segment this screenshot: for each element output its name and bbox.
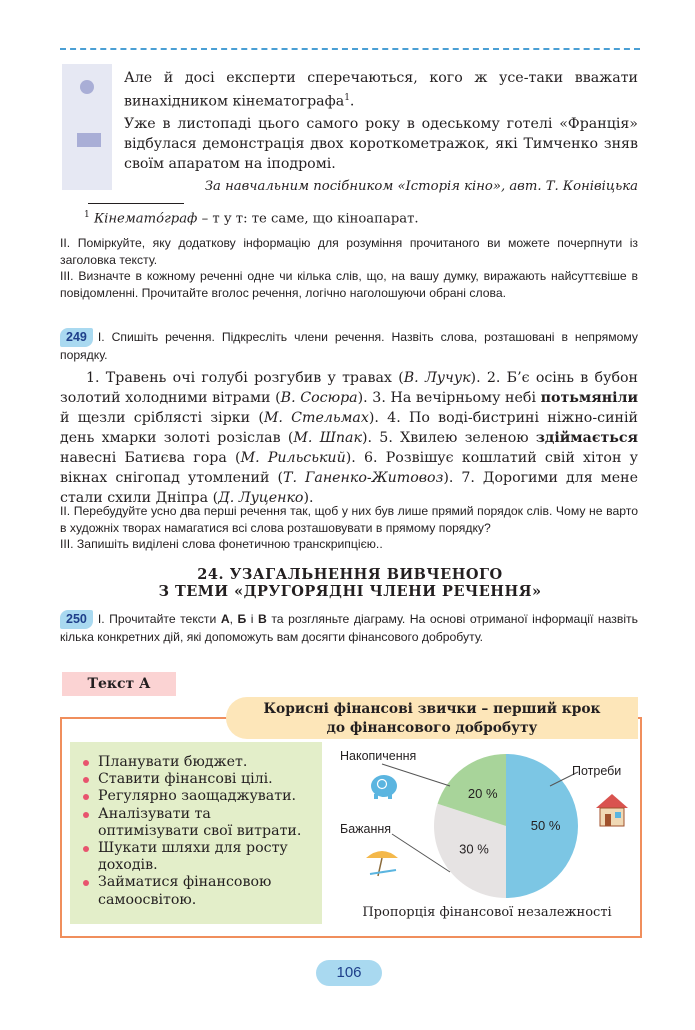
chart-label-needs: Потреби xyxy=(572,764,622,778)
chart-label-wants: Бажання xyxy=(340,822,392,836)
exercise-249-task-2: II. Перебудуйте усно два перші речення так, щоб у них був лише прямий порядок слів. Чому не варто в художніх творах намагатися всі слова розташовувати в прямому порядку? xyxy=(60,504,638,535)
exercise-249-task xyxy=(60,328,638,363)
exercise-249-instruction: I. Спишіть речення. Підкресліть члени речення. Назвіть слова, розташовані в непрямому порядку. xyxy=(60,330,638,362)
pie-value-label: 30 % xyxy=(459,841,489,857)
list-item: Ставити фінансові цілі. xyxy=(80,771,314,788)
list-item: Займатися фінансовою самоосвітою. xyxy=(80,874,314,908)
pie-value-label: 20 % xyxy=(467,785,498,801)
intro-text-1: Але й досі експерти сперечаються, кого ж усе-таки вважати винахідником кінематографа xyxy=(124,70,638,110)
beach-umbrella-icon xyxy=(366,851,398,876)
footnote-rule xyxy=(88,203,184,204)
page-number: 106 xyxy=(316,960,382,986)
author: М. Шпак xyxy=(293,430,362,446)
task-2: II. Поміркуйте, яку додаткову інформацію для розуміння прочитаного ви можете почерпнути із заголовка тексту. xyxy=(60,236,638,267)
footnote xyxy=(84,205,644,229)
list-item: Регулярно заощаджувати. xyxy=(80,788,314,805)
section-heading-line-2: З ТЕМИ «ДРУГОРЯДНІ ЧЛЕНИ РЕЧЕННЯ» xyxy=(158,583,542,600)
rectangle-marker-icon xyxy=(77,133,101,147)
exercise-249-task-3: III. Запишіть виділені слова фонетичною транскрипцією.. xyxy=(60,537,383,551)
footnote-label: – т у т: xyxy=(197,211,248,227)
text-a-label: Текст А xyxy=(62,672,176,696)
house-icon xyxy=(596,794,628,826)
intro-end-punct: . xyxy=(349,93,355,110)
author: Т. Ганенко-Житовоз xyxy=(282,470,444,486)
highlighted-word: потьмяніли xyxy=(540,390,638,406)
source-citation: За навчальним посібником «Історія кіно», авт. Т. Конівіцька xyxy=(204,179,638,194)
section-heading-line-1: 24. УЗАГАЛЬНЕННЯ ВИВЧЕНОГО xyxy=(197,566,503,583)
exercise-number-badge: 250 xyxy=(60,610,93,629)
footnote-text: те саме, що кіноапарат. xyxy=(247,211,419,227)
section-heading xyxy=(60,566,640,600)
infographic-banner xyxy=(226,697,638,739)
exercise-number-badge: 249 xyxy=(60,328,93,347)
author: Д. Луценко xyxy=(218,490,304,506)
intro-paragraph-1 xyxy=(124,68,638,112)
footnote-ref: 1 xyxy=(344,93,350,103)
banner-line-2: до фінансового добробуту xyxy=(326,720,538,736)
author: В. Лучук xyxy=(403,370,471,386)
chart-title: Пропорція фінансової незалежності xyxy=(362,905,612,920)
exercise-249-sentences: 1. Травень очі голубі розгубив у травах (В. Лучук). 2. Б’є осінь в бубон золотий холодними вітрами (В. Сосюра). 3. На вечірньому небі потьмяніли й щезли сріблясті зірки (М. Стельмах). 4. По воді-бистрині ніжно-синій день хмарки золоті розіслав (М. Шпак). 5. Хвилею зеленою здіймається навесні Батиєва гора (М. Рильський). 6. Розвішує кошлатий свій хітон у вікнах снігопад утомлений (Т. Ганенко-Житовоз). 7. Дорогими для мене стали схили Дніпра (Д. Луценко). xyxy=(60,370,639,506)
list-item: Шукати шляхи для росту доходів. xyxy=(80,840,314,874)
list-item: Планувати бюджет. xyxy=(80,754,314,771)
habits-box xyxy=(70,742,322,924)
footnote-term: Кінемато́граф xyxy=(93,211,198,227)
author: М. Рильський xyxy=(240,450,346,466)
circle-marker-icon xyxy=(80,80,94,94)
author: В. Сосюра xyxy=(280,390,358,406)
top-dashed-rule xyxy=(60,48,640,50)
pie-value-label: 50 % xyxy=(530,818,561,833)
intro-paragraph-2: Уже в листопаді цього самого року в одеському готелі «Франція» відбулася демонстрація двох короткометражок, які Тимченко зняв своїм апаратом на іподромі. xyxy=(124,116,638,172)
footnote-number: 1 xyxy=(84,210,90,220)
highlighted-word: здіймається xyxy=(535,430,638,446)
author: М. Стельмах xyxy=(263,410,369,426)
piggy-bank-icon xyxy=(371,775,397,799)
habits-list xyxy=(70,742,322,909)
list-item: Аналізувати та оптимізувати свої витрати. xyxy=(80,806,314,840)
task-3: III. Визначте в кожному реченні одне чи кілька слів, що, на вашу думку, виражають найсуттєвіше в повідомленні. Прочитайте вголос речення, логічно наголошуючи обрані слова. xyxy=(60,269,638,300)
chart-label-savings: Накопичення xyxy=(340,749,417,763)
exercise-250-task: 250 I. Прочитайте тексти А, Б і В та розгляньте діаграму. На основі отриманої інформації назвіть кілька конкретних дій, які допоможуть вам досягти фінансового добробуту. xyxy=(60,612,638,644)
banner-line-1: Корисні фінансові звички – перший крок xyxy=(263,701,601,717)
